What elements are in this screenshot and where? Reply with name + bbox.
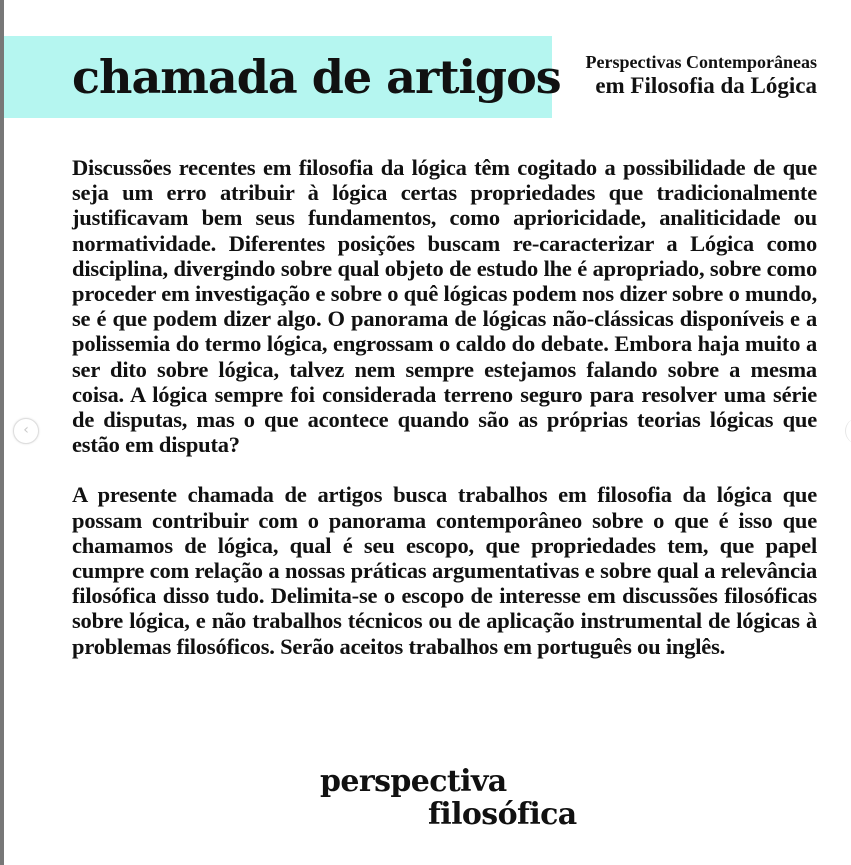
logo-line2: filosófica	[428, 797, 577, 832]
chevron-left-icon: ‹	[23, 422, 29, 438]
paragraph-scope: A presente chamada de artigos busca trabalhos em filosofia da lógica que possam contribuir com o panorama contemporâneo sobre o que é isso que chamamos de lógica, qual é seu escopo, que propriedades tem, que papel cumpre com relação a nossas práticas argumentativas e sobre qual a relevância filosófica disso tudo. Delimita-se o escopo de interesse em discussões filosóficas sobre lógica, e não trabalhos técnicos ou de aplicação instrumental de lógicas à problemas filosóficos. Serão aceitos trabalhos em português ou inglês.	[72, 482, 817, 659]
series-title-line1: Perspectivas Contemporâneas	[585, 52, 817, 72]
next-slide-button[interactable]	[845, 418, 851, 444]
logo-line1: perspectiva	[320, 764, 507, 799]
perspectiva-filosofica-logo	[320, 766, 580, 836]
series-title-line2: em Filosofia da Lógica	[595, 73, 817, 98]
paragraph-intro: Discussões recentes em filosofia da lógica têm cogitado a possibilidade de que seja um erro atribuir à lógica certas propriedades que tradicionalmente justificavam bem seus fundamentos, como aprioricidade, analiticidade ou normatividade. Diferentes posições buscam re-caracterizar a Lógica como disciplina, divergindo sobre qual objeto de estudo lhe é apropriado, sobre como proceder em investigação e sobre o quê lógicas podem nos dizer sobre o mundo, se é que podem dizer algo. O panorama de lógicas não-clássicas disponíveis e a polissemia do termo lógica, engrossam o caldo do debate. Embora haja muito a ser dito sobre lógica, talvez nem sempre estejamos falando sobre a mesma coisa. A lógica sempre foi considerada terreno seguro para resolver uma série de disputas, mas o que acontece quando são as próprias teorias lógicas que estão em disputa?	[72, 155, 818, 458]
series-title	[586, 52, 817, 99]
previous-slide-button[interactable]	[13, 418, 39, 444]
call-for-papers-text	[72, 155, 817, 659]
left-edge-strip	[0, 0, 4, 865]
page-title: chamada de artigos	[72, 50, 561, 104]
